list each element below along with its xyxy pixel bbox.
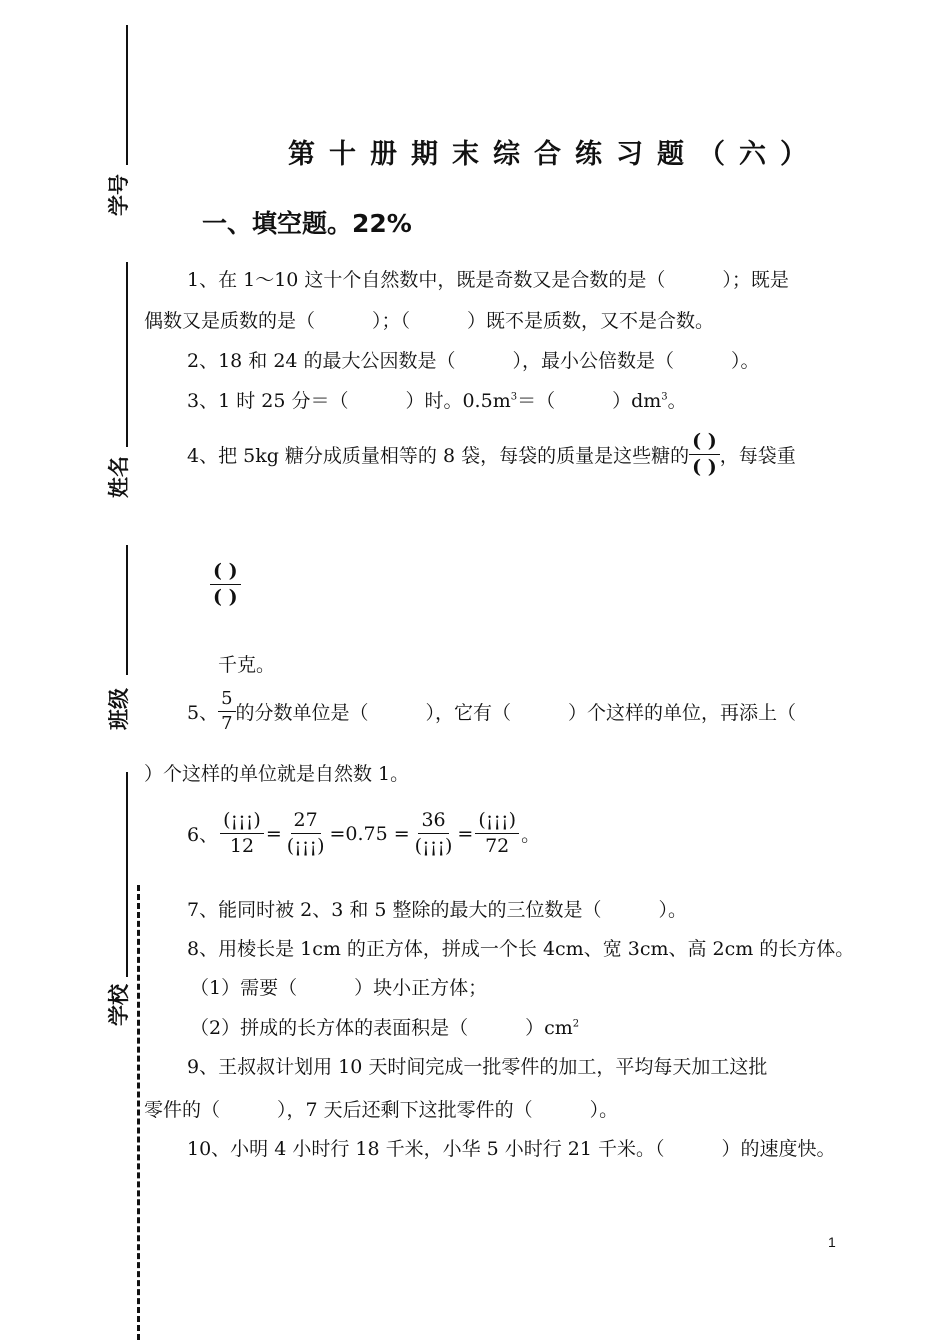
q5-prefix: 5、	[187, 702, 219, 724]
q4-frac2	[210, 562, 241, 607]
q8-sub1: （1）需要（ ）块小正方体；	[190, 977, 488, 999]
q4	[187, 432, 796, 477]
q8-sub2-text: （2）拼成的长方体的表面积是（ ）cm	[190, 1017, 573, 1039]
q4-text: 4、把 5kg 糖分成质量相等的 8 袋，每袋的质量是这些糖的	[187, 445, 690, 467]
q4-frac2-num: ( )	[210, 562, 241, 585]
q6	[187, 811, 540, 856]
q6-eq3: =	[457, 822, 474, 845]
q3-sup2: 3	[661, 391, 668, 403]
q6-eq2: =0.75 =	[329, 822, 410, 845]
page-title: 第十册期末综合练习题（六）	[288, 139, 821, 170]
q6-eq1: =	[265, 822, 282, 845]
q4-fraction-2	[210, 562, 241, 607]
q2: 2、18 和 24 的最大公因数是（ ），最小公倍数是（ ）。	[187, 350, 760, 372]
q3-part-a: 3、1 时 25 分＝（ ）时。0.5m	[187, 390, 511, 412]
q6-f2-den: (¡¡¡)	[286, 835, 325, 857]
q7: 7、能同时被 2、3 和 5 整除的最大的三位数是（ ）。	[187, 899, 688, 921]
q4-frac2-den: ( )	[213, 586, 238, 608]
page-number: 1	[828, 1234, 836, 1250]
q5-frac-num: 5	[218, 690, 235, 712]
q9-line2: 零件的（ ），7 天后还剩下这批零件的（ ）。	[144, 1099, 619, 1121]
margin-label-school: 学校	[107, 984, 131, 1026]
margin-line-2	[126, 262, 128, 447]
margin-label-student-id: 学号	[107, 174, 131, 216]
q6-f4-den: 72	[485, 835, 510, 857]
q8-sub2	[190, 1013, 579, 1040]
q6-f1-den: 12	[229, 835, 255, 857]
q8: 8、用棱长是 1cm 的正方体，拼成一个长 4cm、宽 3cm、高 2cm 的长方体。	[187, 938, 855, 960]
margin-line-4	[126, 772, 128, 977]
q6-frac4	[475, 811, 519, 856]
q4-unit: 千克。	[218, 654, 276, 676]
q4-after: ，每袋重	[719, 445, 796, 467]
q5-fraction	[218, 690, 235, 733]
q6-frac3	[412, 811, 456, 856]
section-heading: 一、填空题。22%	[202, 209, 412, 238]
margin-line-3	[126, 545, 128, 675]
q10: 10、小明 4 小时行 18 千米，小华 5 小时行 21 千米。（ ）的速度快。	[187, 1138, 836, 1160]
q6-f2-num: 27	[291, 811, 321, 834]
q5	[187, 690, 796, 733]
q1-line1: 1、在 1～10 这十个自然数中，既是奇数又是合数的是（ ）；既是	[187, 269, 789, 291]
q5-frac-den: 7	[221, 713, 233, 734]
q6-f4-num: (¡¡¡)	[475, 811, 519, 834]
q6-end: 。	[521, 824, 541, 846]
margin-line-top	[126, 25, 128, 165]
q6-frac2	[284, 811, 328, 856]
q1-line2: 偶数又是质数的是（ ）；（ ）既不是质数，又不是合数。	[144, 310, 715, 332]
q6-f1-num: (¡¡¡)	[220, 811, 264, 834]
q3	[187, 386, 687, 413]
q4-fraction	[689, 432, 720, 477]
q3-part-b: ＝（ ）dm	[517, 390, 662, 412]
q8-sub2-sup: 2	[572, 1018, 580, 1030]
q4-frac-num: ( )	[689, 432, 720, 455]
q6-f3-num: 36	[418, 811, 448, 834]
cut-line	[137, 885, 140, 1340]
margin-label-name: 姓名	[107, 456, 131, 498]
q9-line1: 9、王叔叔计划用 10 天时间完成一批零件的加工，平均每天加工这批	[187, 1056, 768, 1078]
q6-prefix: 6、	[187, 824, 219, 846]
q5-text: 的分数单位是（ ），它有（ ）个这样的单位，再添上（	[235, 702, 797, 724]
q6-frac1	[220, 811, 264, 856]
q3-sup: 3	[510, 391, 518, 403]
q6-f3-den: (¡¡¡)	[414, 835, 453, 857]
q5-line2: ）个这样的单位就是自然数 1。	[144, 763, 410, 785]
q3-end: 。	[667, 390, 687, 412]
q4-frac-den: ( )	[692, 456, 717, 478]
margin-label-class: 班级	[107, 688, 131, 730]
